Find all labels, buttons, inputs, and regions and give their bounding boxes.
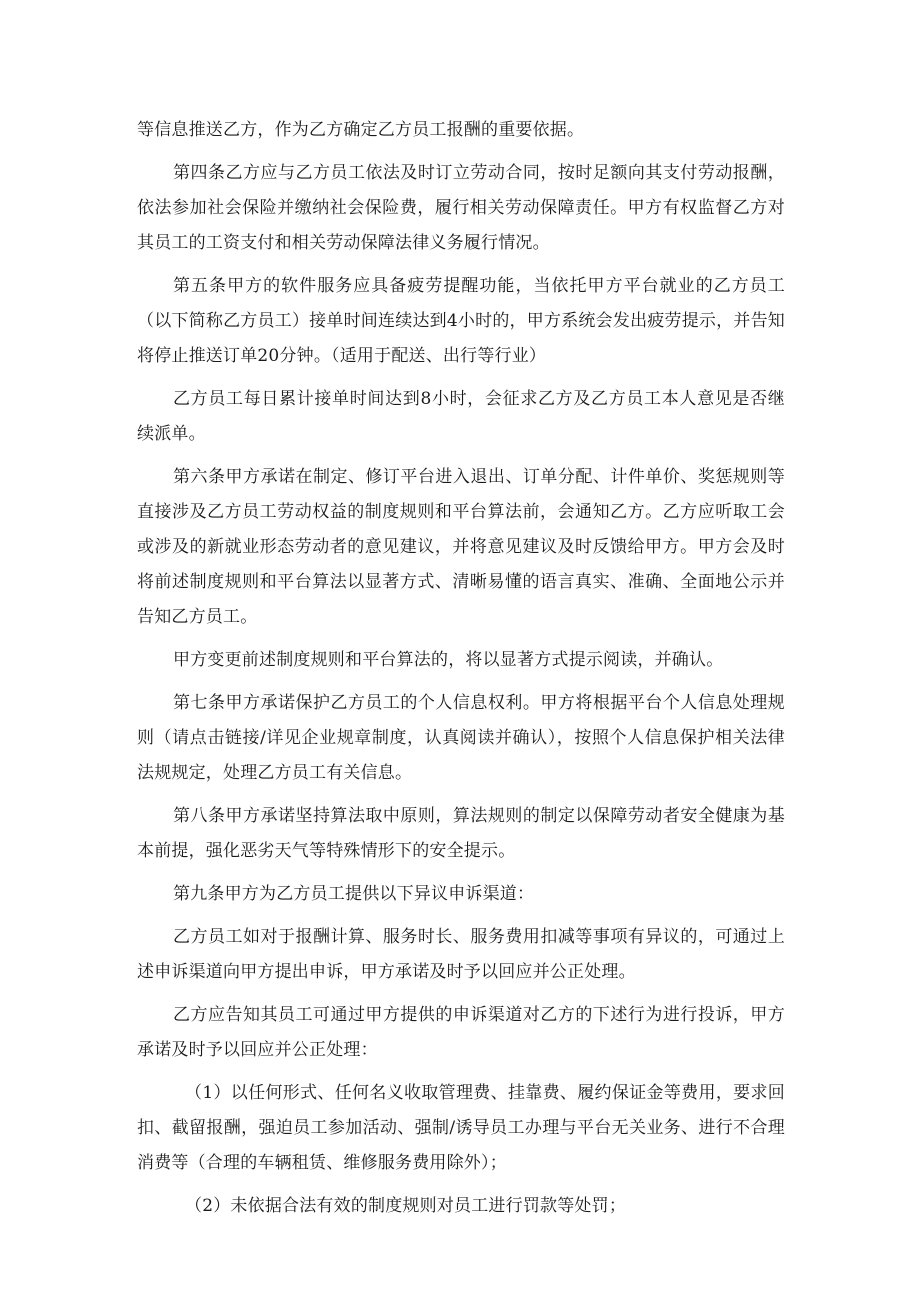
complaint-paragraph: 乙方员工如对于报酬计算、服务时长、服务费用扣减等事项有异议的，可通过上述申诉渠道向甲方提出申诉，甲方承诺及时予以回应并公正处理。 — [137, 927, 785, 982]
notify-employees-paragraph: 乙方应告知其员工可通过甲方提供的申诉渠道对乙方的下述行为进行投诉，甲方承诺及时予以回应并公正处理： — [137, 1005, 785, 1060]
list-item: （1）以任何形式、任何名义收取管理费、挂靠费、履约保证金等费用，要求回扣、截留报酬，强迫员工参加活动、强制/诱导员工办理与平台无关业务、进行不合理消费等（合理的车辆租赁、维修服务费用除外）； — [137, 1083, 785, 1173]
article-5-paragraph: 第五条甲方的软件服务应具备疲劳提醒功能，当依托甲方平台就业的乙方员工（以下简称乙方员工）接单时间连续达到4小时的，甲方系统会发出疲劳提示，并告知将停止推送订单20分钟。（适用于配送、出行等行业） — [137, 276, 785, 366]
article-4-paragraph: 第四条乙方应与乙方员工依法及时订立劳动合同，按时足额向其支付劳动报酬，依法参加社会保险并缴纳社会保险费，履行相关劳动保障责任。甲方有权监督乙方对其员工的工资支付和相关劳动保障法律义务履行情况。 — [137, 163, 785, 253]
article-7-paragraph: 第七条甲方承诺保护乙方员工的个人信息权利。甲方将根据平台个人信息处理规则（请点击链接/详见企业规章制度，认真阅读并确认），按照个人信息保护相关法律法规规定，处理乙方员工有关信息。 — [137, 693, 785, 783]
article-6-paragraph: 第六条甲方承诺在制定、修订平台进入退出、订单分配、计件单价、奖惩规则等直接涉及乙方员工劳动权益的制度规则和平台算法前，会通知乙方。乙方应听取工会或涉及的新就业形态劳动者的意见建议，并将意见建议及时反馈给甲方。甲方会及时将前述制度规则和平台算法以显著方式、清晰易懂的语言真实、准确、全面地公示并告知乙方员工。 — [137, 467, 785, 627]
rule-change-paragraph: 甲方变更前述制度规则和平台算法的，将以显著方式提示阅读，并确认。 — [173, 650, 724, 670]
document-page — [137, 113, 785, 1232]
paragraph-continuation: 等信息推送乙方，作为乙方确定乙方员工报酬的重要依据。 — [137, 120, 585, 140]
list-item: （2）未依据合法有效的制度规则对员工进行罚款等处罚； — [185, 1196, 627, 1216]
article-9-paragraph: 第九条甲方为乙方员工提供以下异议申诉渠道： — [173, 884, 535, 904]
daily-hours-paragraph: 乙方员工每日累计接单时间达到8小时，会征求乙方及乙方员工本人意见是否继续派单。 — [137, 389, 785, 444]
article-8-paragraph: 第八条甲方承诺坚持算法取中原则，算法规则的制定以保障劳动者安全健康为基本前提，强化恶劣天气等特殊情形下的安全提示。 — [137, 806, 785, 861]
